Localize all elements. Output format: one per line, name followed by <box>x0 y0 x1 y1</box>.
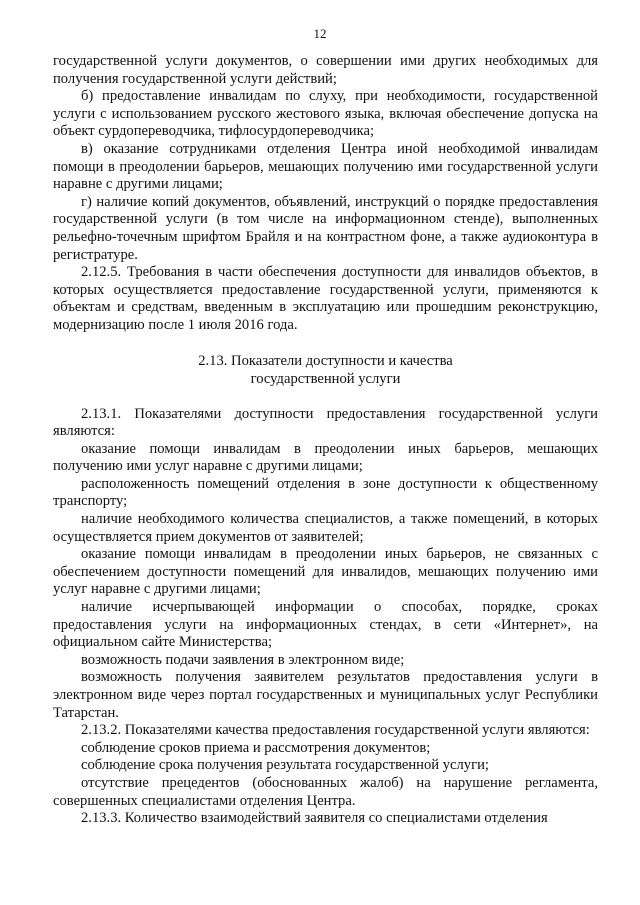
paragraph: расположенность помещений отделения в зоне доступности к общественному транспорту; <box>53 475 598 510</box>
paragraph: 2.12.5. Требования в части обеспечения доступности для инвалидов объектов, в которых осуществляется предоставление государственной услуги, применяются к объектам и средствам, введенным в эксплуатацию или прошедшим реконструкцию, модернизацию после 1 июля 2016 года. <box>53 264 598 333</box>
paragraph: 2.13.1. Показателями доступности предоставления государственной услуги являются: <box>53 405 598 440</box>
paragraphs-after-heading <box>53 406 598 828</box>
paragraph: в) оказание сотрудниками отделения Центра иной необходимой инвалидам помощи в преодолении барьеров, мешающих получению ими государственной услуги наравне с другими лицами; <box>53 140 598 193</box>
paragraph: возможность получения заявителем результатов предоставления услуги в электронном виде через портал государственных и муниципальных услуг Республики Татарстан. <box>53 669 598 721</box>
paragraph: возможность подачи заявления в электронном виде; <box>81 651 405 668</box>
paragraph: отсутствие прецедентов (обоснованных жалоб) на нарушение регламента, совершенных специалистами отделения Центра. <box>53 774 598 809</box>
paragraph: 2.13.3. Количество взаимодействий заявителя со специалистами отделения <box>81 810 548 827</box>
paragraph: соблюдение срока получения результата государственной услуги; <box>81 757 489 774</box>
document-body <box>53 53 598 828</box>
paragraph: государственной услуги документов, о совершении ими других необходимых для получения государственной услуги действий; <box>53 53 598 87</box>
page-number: 12 <box>313 26 327 41</box>
paragraph: соблюдение сроков приема и рассмотрения документов; <box>81 739 431 756</box>
section-heading <box>53 352 598 388</box>
paragraph: б) предоставление инвалидам по слуху, при необходимости, государственной услуги с использованием русского жестового языка, включая обеспечение допуска на объект сурдопереводчика, тифлосурдопереводчика; <box>53 88 598 140</box>
paragraph: наличие необходимого количества специалистов, а также помещений, в которых осуществляется прием документов от заявителей; <box>53 511 598 545</box>
paragraph: оказание помощи инвалидам в преодолении иных барьеров, не связанных с обеспечением доступности помещений для инвалидов, мешающих получению ими услуг наравне с другими лицами; <box>53 546 598 598</box>
paragraph: г) наличие копий документов, объявлений, инструкций о порядке предоставления государственной услуги (в том числе на информационном стенде), выполненных рельефно-точечным шрифтом Брайля и на контрастном фоне, а также аудиоконтура в регистратуре. <box>53 193 598 263</box>
section-heading-line-2: государственной услуги <box>250 370 401 387</box>
paragraph: оказание помощи инвалидам в преодолении иных барьеров, мешающих получению ими услуг наравне с другими лицами; <box>53 440 598 475</box>
paragraph: наличие исчерпывающей информации о способах, порядке, сроках предоставления услуги на информационных стендах, в сети «Интернет», на официальном сайте Министерства; <box>53 599 598 651</box>
paragraph: 2.13.2. Показателями качества предоставления государственной услуги являются: <box>81 722 590 739</box>
paragraphs-before-heading <box>53 53 598 335</box>
section-heading-line-1: 2.13. Показатели доступности и качества <box>198 352 453 369</box>
